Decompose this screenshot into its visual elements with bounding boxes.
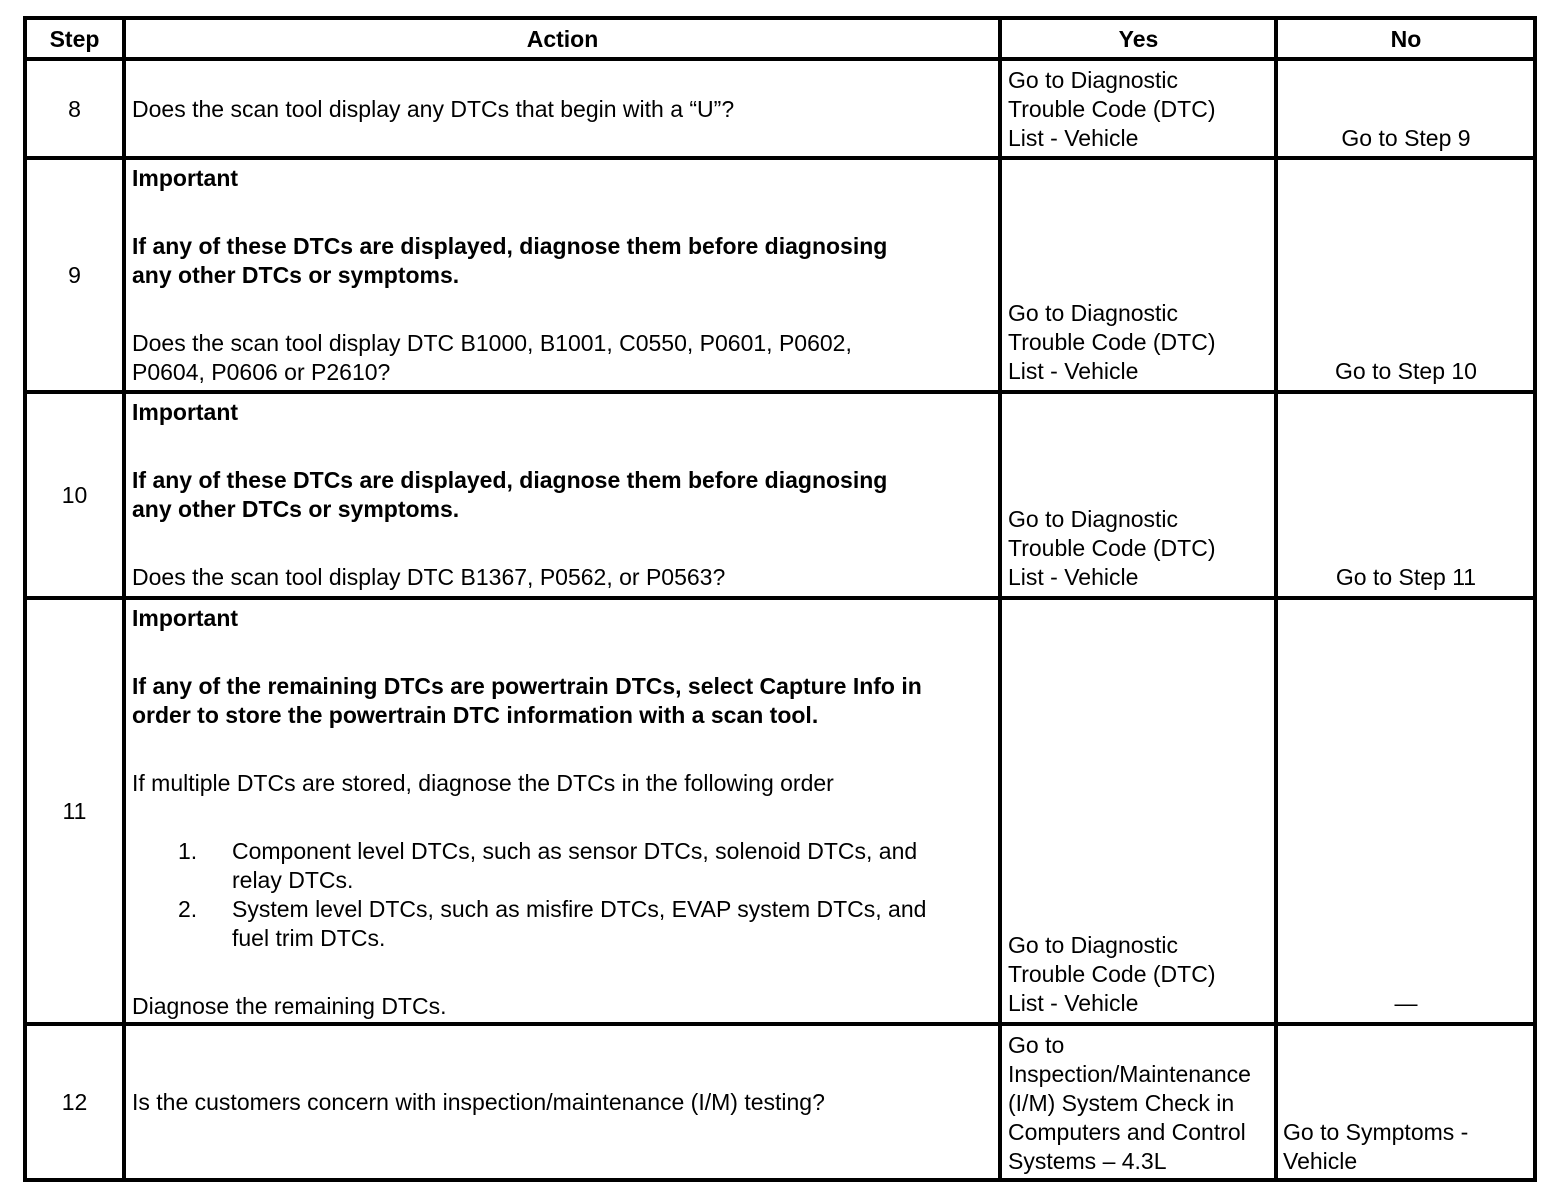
important-text: any other DTCs or symptoms. [132,262,460,288]
action-cell [126,398,999,596]
yes-cell [1002,160,1275,386]
action-question [126,61,999,157]
step-number: 8 [68,95,81,122]
yes-line: Systems – 4.3L [1008,1148,1167,1174]
question-text: Diagnose the remaining DTCs. [132,993,447,1019]
list-line: fuel trim DTCs. [232,925,386,951]
list-line: System level DTCs, such as misfire DTCs, EVAP system DTCs, and [232,896,927,922]
list-item [132,837,999,895]
header-no: No [1390,25,1422,52]
list-line: relay DTCs. [232,867,354,893]
yes-line: List - Vehicle [1008,125,1139,151]
no-line: Vehicle [1283,1148,1358,1174]
yes-line: Inspection/Maintenance [1008,1061,1251,1087]
yes-line: Trouble Code (DTC) [1008,535,1216,561]
question-text: Does the scan tool display any DTCs that begin with a “U”? [132,95,735,122]
action-question [126,1026,999,1178]
yes-line: Go to Diagnostic [1008,506,1179,532]
important-text: If any of the remaining DTCs are powertrain DTCs, select Capture Info in [132,673,922,699]
header-step: Step [49,25,100,52]
header-action: Action [526,25,599,52]
list-line: Component level DTCs, such as sensor DTCs, solenoid DTCs, and [232,838,918,864]
list-item [132,895,999,953]
question-text: Does the scan tool display DTC B1000, B1001, C0550, P0601, P0602, [132,330,852,356]
important-heading: Important [132,605,239,631]
important-text: If any of these DTCs are displayed, diagnose them before diagnosing [132,233,888,259]
yes-line: List - Vehicle [1008,358,1139,384]
action-cell [126,164,999,390]
question-text: P0604, P0606 or P2610? [132,359,391,385]
yes-cell [1002,600,1275,1018]
header-yes: Yes [1118,25,1159,52]
yes-line: Trouble Code (DTC) [1008,961,1216,987]
list-number: 1. [178,838,198,864]
question-text: Is the customers concern with inspection/maintenance (I/M) testing? [132,1088,825,1115]
no-cell: Go to Step 9 [1341,125,1471,151]
no-cell [1278,1026,1534,1176]
yes-line: Trouble Code (DTC) [1008,329,1216,355]
important-heading: Important [132,399,239,425]
yes-cell [1002,61,1275,153]
yes-line: (I/M) System Check in [1008,1090,1235,1116]
yes-line: Trouble Code (DTC) [1008,96,1216,122]
yes-line: List - Vehicle [1008,564,1139,590]
yes-cell [1002,394,1275,592]
action-cell [126,604,999,1022]
yes-line: Go to Diagnostic [1008,300,1179,326]
important-text: any other DTCs or symptoms. [132,496,460,522]
step-number: 11 [62,797,87,824]
no-line: Go to Symptoms - [1283,1119,1469,1145]
yes-line: Go to [1008,1032,1065,1058]
list-number: 2. [178,896,198,922]
yes-line: List - Vehicle [1008,990,1139,1016]
no-cell: Go to Step 10 [1335,358,1477,384]
no-cell: — [1394,990,1418,1016]
step-number: 10 [61,481,88,508]
yes-line: Go to Diagnostic [1008,932,1179,958]
important-heading: Important [132,165,239,191]
yes-line: Go to Diagnostic [1008,67,1179,93]
important-text: order to store the powertrain DTC information with a scan tool. [132,702,819,728]
yes-cell [1002,1026,1275,1176]
intro-text: If multiple DTCs are stored, diagnose the DTCs in the following order [132,770,834,796]
step-number: 12 [61,1088,88,1115]
yes-line: Computers and Control [1008,1119,1246,1145]
step-number: 9 [68,261,81,288]
question-text: Does the scan tool display DTC B1367, P0562, or P0563? [132,564,726,590]
important-text: If any of these DTCs are displayed, diagnose them before diagnosing [132,467,888,493]
no-cell: Go to Step 11 [1335,564,1477,590]
